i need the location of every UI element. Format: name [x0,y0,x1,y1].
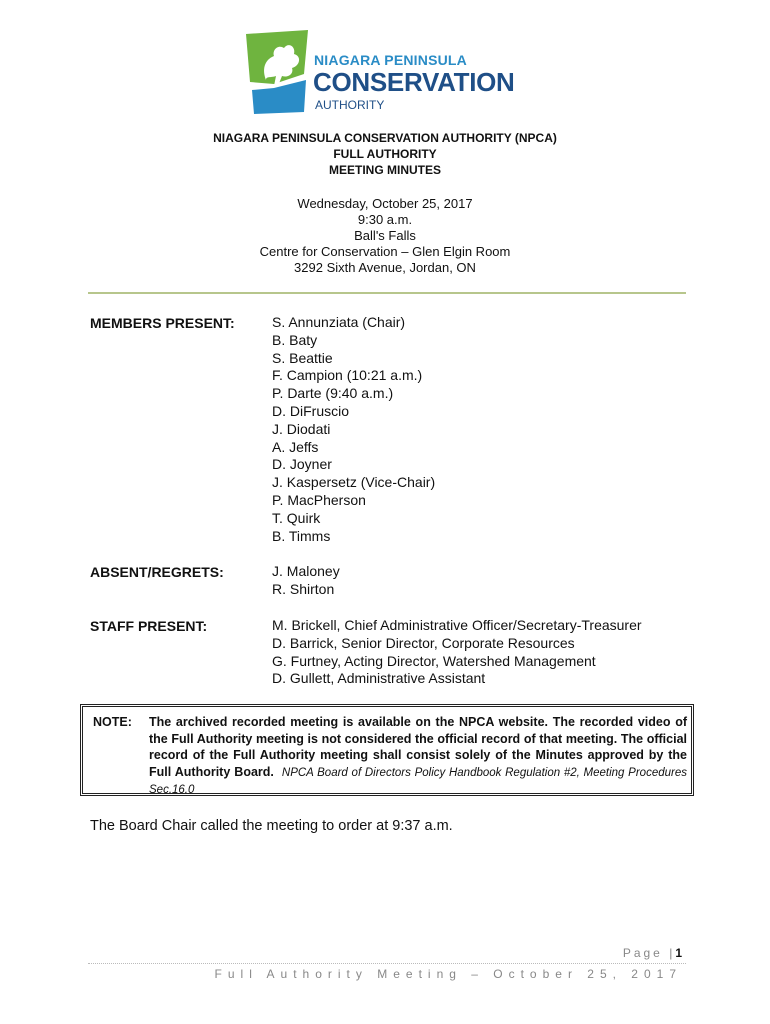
call-to-order-text: The Board Chair called the meeting to order at 9:37 a.m. [90,818,453,834]
list-item: S. Beattie [272,349,333,366]
meeting-time: 9:30 a.m. [357,212,413,227]
list-item: J. Diodati [272,420,331,437]
list-item: P. MacPherson [272,491,366,508]
list-item: J. Kaspersetz (Vice-Chair) [272,474,436,491]
members-present-list [272,314,435,545]
page-label: Page | [622,946,676,960]
footer-divider [88,963,686,964]
document-title: NIAGARA PENINSULA CONSERVATION AUTHORITY (NPCA) [213,131,557,145]
logo-line-1: NIAGARA PENINSULA [314,52,467,68]
document-heading: MEETING MINUTES [328,163,441,177]
staff-present-list [272,617,642,688]
list-item: D. Barrick, Senior Director, Corporate Resources [272,634,575,651]
members-present-label: MEMBERS PRESENT: [90,315,235,331]
header-divider [88,292,686,294]
meeting-address: 3292 Sixth Avenue, Jordan, ON [294,260,476,275]
logo-line-2: CONSERVATION [313,67,515,97]
list-item: A. Jeffs [272,438,319,455]
meeting-room: Centre for Conservation – Glen Elgin Room [259,244,511,259]
list-item: F. Campion (10:21 a.m.) [272,367,423,384]
note-citation: NPCA Board of Directors Policy Handbook Regulation #2, Meeting Procedures Sec.16.0 [149,766,687,796]
absent-regrets-list [272,563,340,599]
page-number-value: 1 [675,946,682,960]
list-item: B. Timms [272,527,331,544]
footer-meeting-label: Full Authority Meeting – October 25, 2017 [214,967,682,981]
absent-regrets-label: ABSENT/REGRETS: [90,564,224,580]
note-box [80,704,694,796]
page-number [623,946,682,960]
note-text [149,714,687,799]
document-subtitle: FULL AUTHORITY [333,147,437,161]
logo-line-3: AUTHORITY [315,98,385,112]
note-bold-text: The archived recorded meeting is available on the NPCA website. The recorded video of the Full Authority meeting is not considered the official record of that meeting. The official record of the Full Authority meeting shall consist solely of the Minutes approved by the Full Authority Board. [149,715,687,779]
list-item: R. Shirton [272,580,335,597]
list-item: D. Gullett, Administrative Assistant [272,670,486,687]
list-item: D. Joyner [272,456,332,473]
note-label: NOTE: [93,715,132,729]
list-item: S. Annunziata (Chair) [272,314,406,330]
list-item: D. DiFruscio [272,402,350,419]
list-item: G. Furtney, Acting Director, Watershed Management [272,652,596,669]
npca-logo [244,30,524,116]
list-item: M. Brickell, Chief Administrative Officer/Secretary-Treasurer [272,617,642,633]
list-item: P. Darte (9:40 a.m.) [272,385,394,402]
meeting-date: Wednesday, October 25, 2017 [297,196,473,211]
leaf-logo-icon [244,30,310,114]
list-item: J. Maloney [272,563,340,579]
list-item: T. Quirk [272,509,321,526]
meeting-place: Ball's Falls [354,228,416,243]
staff-present-label: STAFF PRESENT: [90,618,208,634]
list-item: B. Baty [272,331,318,348]
